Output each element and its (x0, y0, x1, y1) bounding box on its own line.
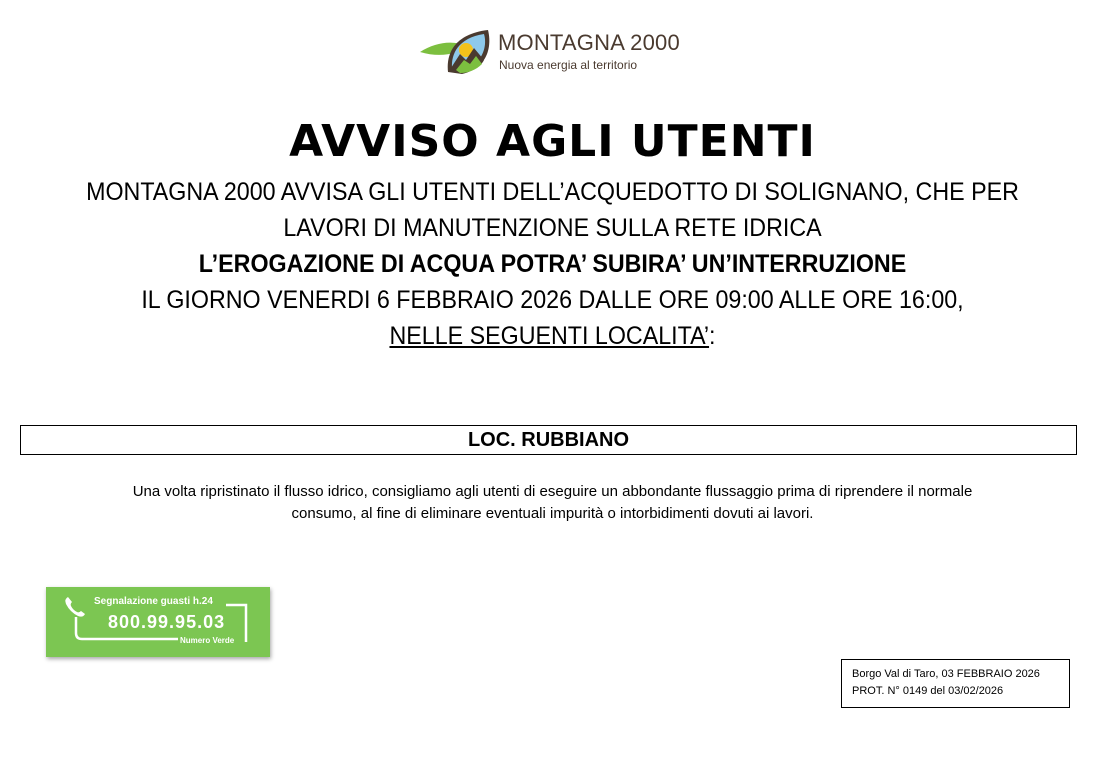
notice-line-1: MONTAGNA 2000 AVVISA GLI UTENTI DELL’ACQUEDOTTO DI SOLIGNANO, CHE PER (86, 178, 1019, 206)
leaf-mountain-logo-icon (418, 24, 498, 78)
hotline-label: Segnalazione guasti h.24 (94, 596, 213, 607)
place-date: Borgo Val di Taro, 03 FEBBRAIO 2026 (852, 668, 1040, 680)
protocol-number: PROT. N° 0149 del 03/02/2026 (852, 685, 1004, 697)
notice-line-4-date: IL GIORNO VENERDI 6 FEBBRAIO 2026 DALLE ORE 09:00 ALLE ORE 16:00, (141, 286, 964, 314)
advice-line-2: consumo, al fine di eliminare eventuali impurità o intorbidimenti dovuti ai lavori. (291, 505, 814, 522)
notice-line-5 (39, 322, 1067, 351)
notice-line-3-bold: L’EROGAZIONE DI ACQUA POTRA’ SUBIRA’ UN’INTERRUZIONE (198, 250, 907, 278)
hotline-badge (46, 587, 270, 657)
hotline-number: 800.99.95.03 (108, 612, 226, 632)
location-box: LOC. RUBBIANO (20, 425, 1077, 455)
logo-title: MONTAGNA 2000 (498, 30, 680, 55)
company-logo (418, 24, 688, 78)
advice-line-1: Una volta ripristinato il flusso idrico, consigliamo agli utenti di eseguire un abbondante flussaggio prima di riprendere il normale (132, 483, 973, 500)
logo-subtitle: Nuova energia al territorio (499, 58, 638, 72)
locations-heading: NELLE SEGUENTI LOCALITA’ (389, 322, 710, 350)
notice-title: AVVISO AGLI UTENTI (289, 116, 816, 167)
protocol-stamp (841, 659, 1070, 708)
notice-line-2: LAVORI DI MANUTENZIONE SULLA RETE IDRICA (283, 214, 822, 242)
locations-colon: : (709, 322, 716, 350)
hotline-tag: Numero Verde (180, 636, 235, 645)
